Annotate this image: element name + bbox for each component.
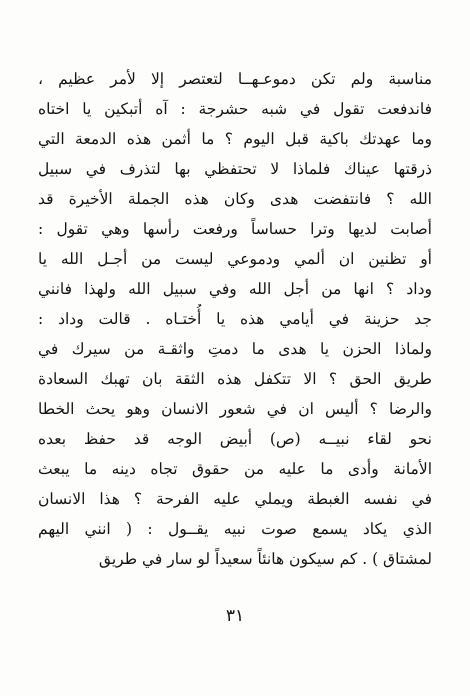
text-line: الله ؟ فانتفضت هدى وكان هذه الجملة الأخيرة قد <box>38 190 432 208</box>
text-line: الأمانة وأدى ما عليه من حقوق تجاه دينه ما يبعث <box>38 460 432 478</box>
page-number: ٣١ <box>225 606 245 626</box>
text-line: الذي يكاد يسمع صوت نبيه يقــول : ( انني اليهم <box>38 520 432 538</box>
text-line: طريق الحق ؟ الا تتكفل هذه الثقة بان تهبك السعادة <box>38 370 432 388</box>
text-line: لمشتاق ) . كم سيكون هانئاً سعيداً لو سار في طريق <box>98 550 432 568</box>
text-line: في نفسه الغبطة ويملي عليه الفرحة ؟ هذا الانسان <box>38 490 432 508</box>
text-line: ذرقتها عيناك فلماذا لا تحتفظي بها لتذرف في سبيل <box>38 160 432 178</box>
text-line: أو تظنين ان ألمي ودموعي ليست من أجـل الله يا <box>38 250 432 268</box>
text-line: نحو لقاء نبيــه (ص) أبيض الوجه قد حفظ بعده <box>38 430 432 448</box>
text-line: أصابت لديها وترا حساساً ورفعت رأسها وهي تقول : <box>38 220 432 238</box>
text-line: وما عهدتك باكية قبل اليوم ؟ ما أثمن هذه الدمعة التي <box>38 130 432 148</box>
text-line: فاندفعت تقول في شبه حشرجة : آه أتبكين يا اختاه <box>38 100 432 118</box>
text-line: والرضا ؟ أليس ان في شعور الانسان وهو يحث الخطا <box>38 400 432 418</box>
text-line: مناسبة ولم تكن دموعـهــا لتعتصر إلا لأمر عظيم ، <box>38 70 432 88</box>
text-line: جد حزينة في أيامي هذه يا أُختـاه . قالت وداد : <box>38 310 432 328</box>
body-text <box>38 64 432 574</box>
text-line: وداد ؟ انها من أجل الله وفي سبيل الله ولهذا فانني <box>38 280 432 298</box>
text-line: ولماذا الحزن يا هدى ما دمتِ واثقـة من سيرك في <box>38 340 432 358</box>
